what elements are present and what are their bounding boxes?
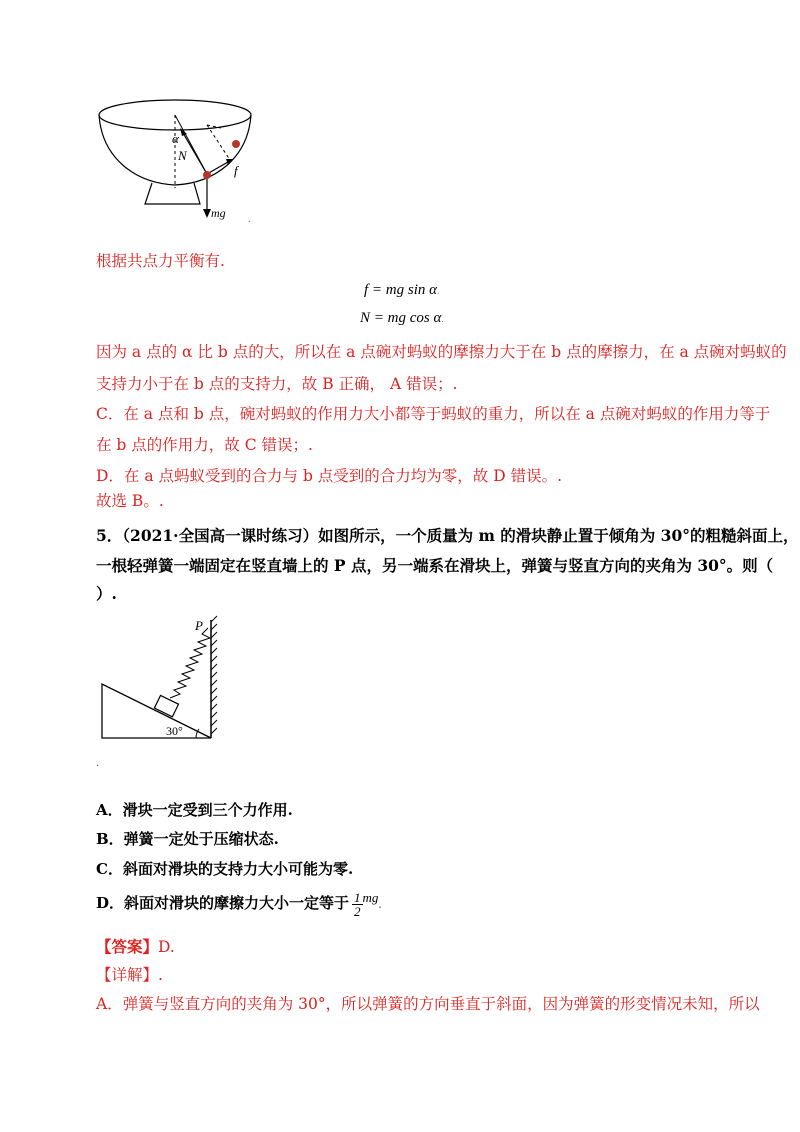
spring — [170, 628, 210, 698]
label-P: P — [195, 618, 203, 633]
ant-a — [203, 171, 211, 179]
detail-line-a: A．弹簧与竖直方向的夹角为 30°，所以弹簧的方向垂直于斜面，因为弹簧的形变情况未知，所以 — [96, 995, 760, 1013]
incline-spring-diagram — [98, 612, 228, 747]
bowl-base — [145, 183, 200, 204]
equation-friction: f = mg sin α. — [364, 282, 440, 298]
solution-intro: 根据共点力平衡有. — [96, 252, 225, 270]
ant-b — [232, 140, 240, 148]
solution-para1-line1: 因为 a 点的 α 比 b 点的大，所以在 a 点碗对蚂蚁的摩擦力大于在 b 点的摩擦力，在 a 点碗对蚂蚁的 — [96, 343, 787, 361]
answer-value: D. — [158, 938, 175, 956]
label-mg: mg — [211, 206, 226, 220]
option-a: A．滑块一定受到三个力作用. — [96, 801, 293, 819]
slider-block — [154, 695, 178, 716]
solution-para3: D．在 a 点蚂蚁受到的合力与 b 点受到的合力均为零，故 D 错误。. — [96, 467, 563, 485]
solution-conclusion: 故选 B。. — [96, 492, 164, 510]
figure1-mark: . — [248, 215, 251, 225]
bowl-force-diagram — [90, 88, 270, 228]
label-f: f — [234, 163, 238, 178]
question5-line3: ）. — [96, 584, 117, 603]
solution-para2-line2: 在 b 点的作用力，故 C 错误；. — [96, 436, 313, 454]
answer — [96, 937, 175, 957]
option-b: B．弹簧一定处于压缩状态. — [96, 830, 279, 848]
label-angle: 30° — [166, 724, 183, 738]
figure2-mark: . — [96, 758, 100, 769]
incline — [102, 684, 211, 738]
option-c: C．斜面对滑块的支持力大小可能为零. — [96, 860, 354, 878]
question5-line1: 5．（2021·全国高一课时练习）如图所示，一个质量为 m 的滑块静止置于倾角为 30°的粗糙斜面上， — [96, 526, 799, 545]
solution-para1-line2: 支持力小于在 b 点的支持力，故 B 正确， A 错误；. — [96, 375, 458, 393]
label-N: N — [178, 148, 187, 163]
solution-para2-line1: C．在 a 点和 b 点，碗对蚂蚁的作用力大小都等于蚂蚁的重力，所以在 a 点碗对蚂蚁的作用力等于 — [96, 405, 771, 423]
detail-label: 【详解】. — [96, 966, 163, 984]
question5-line2: 一根轻弹簧一端固定在竖直墙上的 P 点，另一端系在滑块上，弹簧与竖直方向的夹角为 30°。则（ — [96, 556, 774, 575]
answer-label: 【答案】 — [96, 937, 159, 956]
label-alpha: α — [172, 131, 179, 146]
option-d: D．斜面对滑块的摩擦力大小一定等于 $\frac{1}{2}$ mg. — [96, 889, 382, 919]
fraction-one-half: $\frac{1}{2}$ — [354, 889, 361, 919]
equation-normal: N = mg cos α. — [360, 310, 444, 326]
